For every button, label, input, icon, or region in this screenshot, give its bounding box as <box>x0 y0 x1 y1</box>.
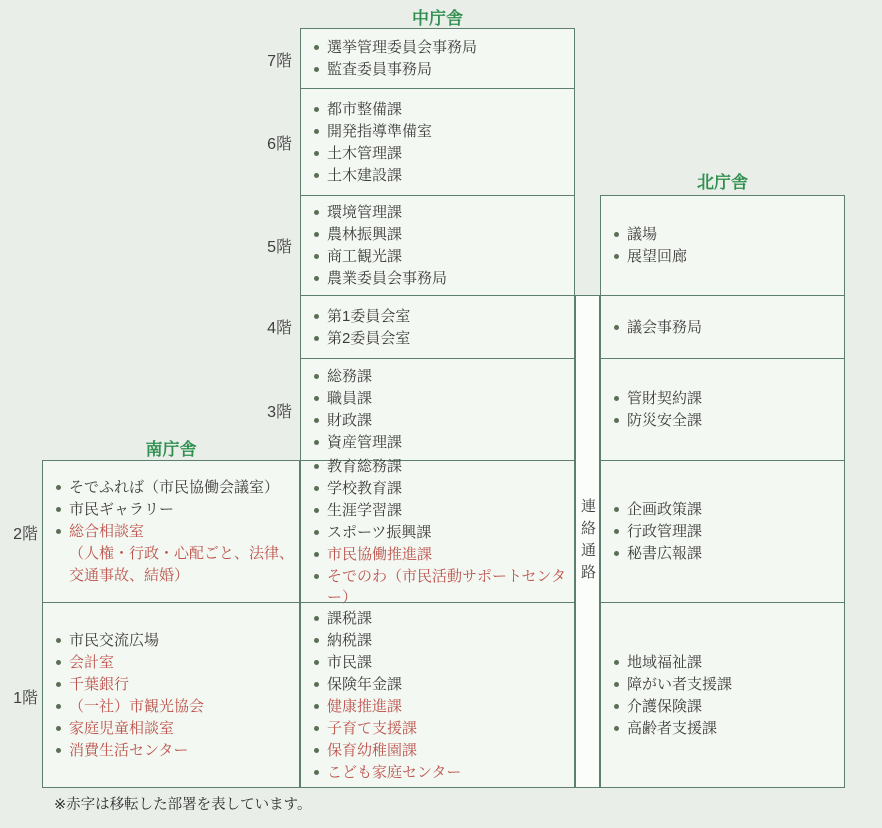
dept-item: 会計室 <box>56 652 295 673</box>
central-3f-cell <box>301 358 574 460</box>
dept-item: 市民ギャラリー <box>56 499 295 520</box>
dept-item: 保育幼稚園課 <box>314 740 570 761</box>
north-5f-cell <box>601 196 844 295</box>
north-2f-cell <box>601 460 844 602</box>
bullet-icon <box>314 770 319 775</box>
dept-item: 農業委員会事務局 <box>314 268 570 289</box>
dept-list <box>314 36 570 81</box>
dept-item: 納税課 <box>314 630 570 651</box>
dept-list <box>614 223 840 268</box>
dept-item: 議場 <box>614 224 840 245</box>
bullet-icon <box>314 45 319 50</box>
bullet-icon <box>314 173 319 178</box>
bullet-icon <box>614 551 619 556</box>
dept-list <box>614 316 840 339</box>
bullet-icon <box>56 507 61 512</box>
dept-list <box>314 455 570 609</box>
dept-item: 地域福祉課 <box>614 652 840 673</box>
floor-label-3f: 3階 <box>267 404 292 421</box>
bullet-icon <box>56 638 61 643</box>
dept-item: 職員課 <box>314 388 570 409</box>
dept-list <box>614 498 840 565</box>
connecting-corridor <box>575 295 600 788</box>
bullet-icon <box>614 396 619 401</box>
dept-item: 市民課 <box>314 652 570 673</box>
bullet-icon <box>314 638 319 643</box>
dept-item: 行政管理課 <box>614 521 840 542</box>
bullet-icon <box>56 529 61 534</box>
floor-label-2f: 2階 <box>13 526 38 543</box>
floor-label-7f: 7階 <box>267 53 292 70</box>
dept-item: 消費生活センター <box>56 740 295 761</box>
dept-item: 開発指導準備室 <box>314 121 570 142</box>
dept-item: 障がい者支援課 <box>614 674 840 695</box>
bullet-icon <box>314 67 319 72</box>
bullet-icon <box>314 508 319 513</box>
dept-item: 環境管理課 <box>314 202 570 223</box>
dept-item: 市民協働推進課 <box>314 544 570 565</box>
dept-item: 財政課 <box>314 410 570 431</box>
north-4f-cell <box>601 295 844 358</box>
south-building-title: 南庁舎 <box>145 440 197 459</box>
south-2f-cell <box>43 461 299 602</box>
bullet-icon <box>614 660 619 665</box>
bullet-icon <box>614 726 619 731</box>
dept-list <box>614 387 840 432</box>
south-building-box <box>42 460 300 788</box>
corridor-label: 連絡通路 <box>579 497 596 586</box>
bullet-icon <box>614 325 619 330</box>
bullet-icon <box>314 616 319 621</box>
bullet-icon <box>314 374 319 379</box>
dept-item: 保険年金課 <box>314 674 570 695</box>
bullet-icon <box>56 682 61 687</box>
dept-list <box>56 476 295 587</box>
dept-item: 総合相談室 <box>56 521 295 542</box>
dept-item: 健康推進課 <box>314 696 570 717</box>
bullet-icon <box>614 232 619 237</box>
bullet-icon <box>614 418 619 423</box>
bullet-icon <box>314 574 319 579</box>
dept-item: 商工観光課 <box>314 246 570 267</box>
bullet-icon <box>614 507 619 512</box>
bullet-icon <box>314 530 319 535</box>
central-building-box <box>300 28 575 788</box>
dept-item: 秘書広報課 <box>614 543 840 564</box>
dept-item: 第2委員会室 <box>314 328 570 349</box>
bullet-icon <box>614 529 619 534</box>
dept-item: 総務課 <box>314 366 570 387</box>
dept-item: 家庭児童相談室 <box>56 718 295 739</box>
dept-item: 第1委員会室 <box>314 306 570 327</box>
dept-item: 千葉銀行 <box>56 674 295 695</box>
north-building-box <box>600 195 845 788</box>
dept-list <box>314 365 570 454</box>
dept-item: 生涯学習課 <box>314 500 570 521</box>
dept-item: 展望回廊 <box>614 246 840 267</box>
central-2f-cell <box>301 457 574 606</box>
bullet-icon <box>314 232 319 237</box>
bullet-icon <box>314 440 319 445</box>
dept-item: 農林振興課 <box>314 224 570 245</box>
bullet-icon <box>56 704 61 709</box>
dept-item: 土木建設課 <box>314 165 570 186</box>
bullet-icon <box>314 396 319 401</box>
dept-item: スポーツ振興課 <box>314 522 570 543</box>
dept-item: 土木管理課 <box>314 143 570 164</box>
bullet-icon <box>56 726 61 731</box>
bullet-icon <box>614 704 619 709</box>
dept-item: 教育総務課 <box>314 456 570 477</box>
dept-list <box>614 651 840 740</box>
central-4f-cell <box>301 295 574 358</box>
floor-label-5f: 5階 <box>267 239 292 256</box>
dept-item: 課税課 <box>314 608 570 629</box>
bullet-icon <box>56 660 61 665</box>
bullet-icon <box>314 314 319 319</box>
dept-list <box>56 629 295 762</box>
dept-item: （人権・行政・心配ごと、法律、 <box>69 545 295 562</box>
bullet-icon <box>314 210 319 215</box>
legend-note: ※赤字は移転した部署を表しています。 <box>54 797 312 813</box>
bullet-icon <box>314 464 319 469</box>
bullet-icon <box>314 418 319 423</box>
bullet-icon <box>314 682 319 687</box>
bullet-icon <box>614 682 619 687</box>
dept-item: 資産管理課 <box>314 432 570 453</box>
bullet-icon <box>314 660 319 665</box>
dept-item: 管財契約課 <box>614 388 840 409</box>
dept-list <box>314 201 570 290</box>
central-7f-cell <box>301 29 574 88</box>
dept-item: 交通事故、結婚） <box>69 567 190 584</box>
bullet-icon <box>314 276 319 281</box>
floor-label-4f: 4階 <box>267 320 292 337</box>
dept-item: 市民交流広場 <box>56 630 295 651</box>
dept-item: 子育て支援課 <box>314 718 570 739</box>
bullet-icon <box>314 486 319 491</box>
central-6f-cell <box>301 88 574 195</box>
central-1f-cell <box>301 602 574 787</box>
bullet-icon <box>314 552 319 557</box>
dept-list <box>314 607 570 784</box>
dept-list <box>314 305 570 350</box>
dept-item: 監査委員事務局 <box>314 59 570 80</box>
bullet-icon <box>314 254 319 259</box>
dept-item: 防災安全課 <box>614 410 840 431</box>
dept-item: こども家庭センター <box>314 762 570 783</box>
floor-label-1f: 1階 <box>13 690 38 707</box>
dept-item: （一社）市観光協会 <box>56 696 295 717</box>
north-3f-cell <box>601 358 844 460</box>
north-building-title: 北庁舎 <box>697 173 748 192</box>
dept-list <box>314 98 570 187</box>
bullet-icon <box>314 704 319 709</box>
bullet-icon <box>56 748 61 753</box>
bullet-icon <box>56 485 61 490</box>
dept-item: 都市整備課 <box>314 99 570 120</box>
dept-item: そでふれば（市民協働会議室） <box>56 477 295 498</box>
central-5f-cell <box>301 195 574 295</box>
bullet-icon <box>314 151 319 156</box>
bullet-icon <box>314 336 319 341</box>
bullet-icon <box>314 107 319 112</box>
north-1f-cell <box>601 602 844 787</box>
floor-label-6f: 6階 <box>267 136 292 153</box>
dept-item: 高齢者支援課 <box>614 718 840 739</box>
central-building-title: 中庁舎 <box>412 9 463 28</box>
south-1f-cell <box>43 602 299 787</box>
bullet-icon <box>314 726 319 731</box>
dept-item: 学校教育課 <box>314 478 570 499</box>
bullet-icon <box>314 129 319 134</box>
bullet-icon <box>314 748 319 753</box>
dept-item: 介護保険課 <box>614 696 840 717</box>
dept-item: 選挙管理委員会事務局 <box>314 37 570 58</box>
dept-item: 議会事務局 <box>614 317 840 338</box>
dept-item: そでのわ（市民活動サポートセンター） <box>314 566 570 608</box>
dept-item: 企画政策課 <box>614 499 840 520</box>
bullet-icon <box>614 254 619 259</box>
